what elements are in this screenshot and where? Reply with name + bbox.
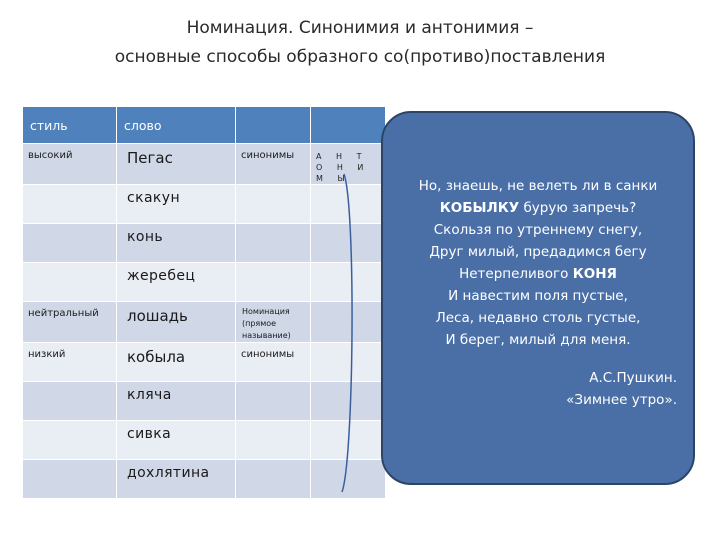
title-line-1: Номинация. Синонимия и антонимия –	[186, 18, 534, 38]
quote-author: А.С.Пушкин.	[589, 370, 677, 386]
table-header-row	[23, 107, 386, 144]
word-dokhlyatina: дохлятина	[127, 465, 210, 481]
poem-bold-word: КОБЫЛКУ	[439, 200, 520, 216]
quote-box	[381, 111, 695, 485]
poem-line: Нетерпеливого КОНЯ	[459, 266, 617, 282]
style-low: низкий	[28, 349, 66, 360]
word-kon: конь	[127, 229, 164, 245]
poem-line: И навестим поля пустые,	[448, 288, 628, 304]
poem-line: Друг милый, предадимся бегу	[429, 244, 647, 260]
header-style: стиль	[23, 107, 117, 144]
word-klyacha: кляча	[127, 387, 172, 403]
header-word: слово	[117, 107, 236, 144]
word-loshad: лошадь	[127, 307, 188, 325]
poem-line: Скользя по утреннему снегу,	[433, 222, 643, 238]
relation-synonyms-bottom: синонимы	[241, 349, 295, 360]
header-empty-2	[311, 107, 386, 144]
word-sivka: сивка	[127, 426, 172, 442]
word-zherebets: жеребец	[127, 268, 196, 284]
relation-antonyms: А Н Т О Н И М Ы	[316, 152, 370, 183]
relation-nomination: Номинация (прямое называние)	[242, 307, 291, 340]
word-skakun: скакун	[127, 190, 181, 206]
antonym-bracket-line	[342, 174, 352, 492]
poem-line: КОБЫЛКУ бурую запречь?	[439, 200, 637, 216]
style-high: высокий	[28, 150, 73, 161]
poem-line: Но, знаешь, не велеть ли в санки	[418, 178, 658, 194]
poem-line: И берег, милый для меня.	[445, 332, 631, 348]
style-neutral: нейтральный	[28, 308, 99, 319]
word-pegas: Пегас	[127, 149, 173, 167]
poem-bold-word: КОНЯ	[572, 266, 617, 282]
poem	[383, 175, 693, 351]
word-kobyla: кобыла	[127, 348, 186, 366]
poem-line: Леса, недавно столь густые,	[435, 310, 641, 326]
header-empty-1	[236, 107, 311, 144]
slide-title	[0, 14, 720, 72]
quote-work: «Зимнее утро».	[566, 392, 677, 408]
quote-attribution	[566, 367, 677, 411]
antonym-bracket	[322, 168, 362, 498]
title-line-2: основные способы образного со(противо)поставления	[114, 47, 606, 67]
relation-synonyms-top: синонимы	[241, 150, 295, 161]
